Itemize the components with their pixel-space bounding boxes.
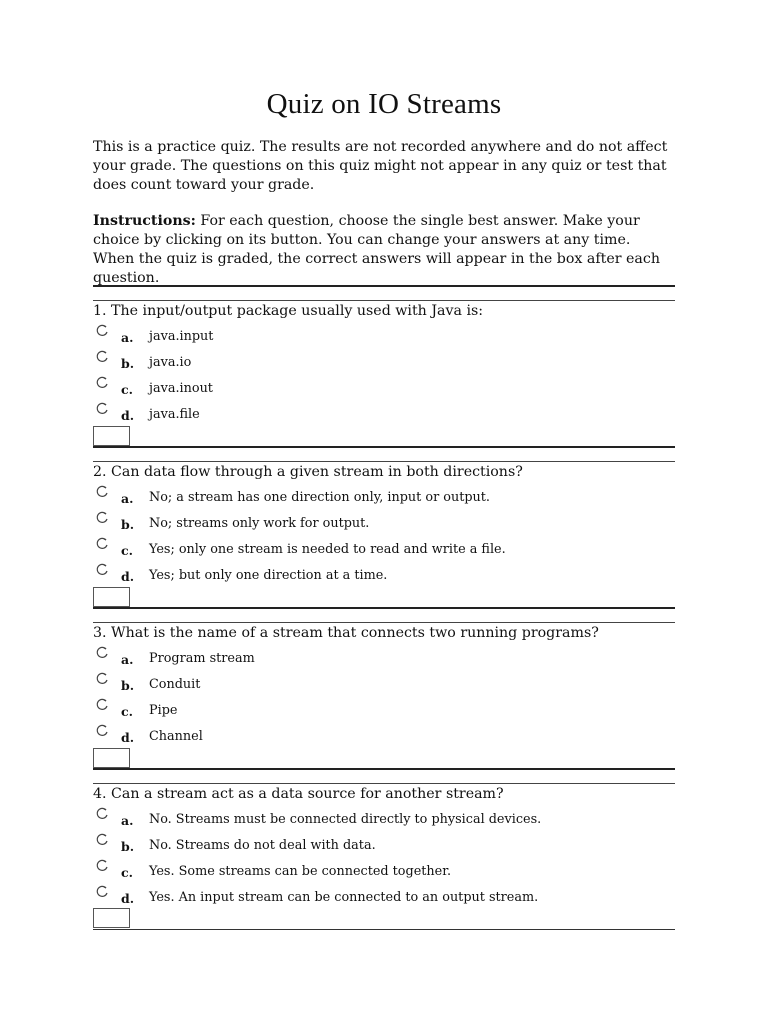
question-text: 2. Can data flow through a given stream in both directions? bbox=[93, 464, 523, 480]
option-label: java.file bbox=[149, 407, 200, 422]
option-list bbox=[93, 648, 675, 752]
option-label: Channel bbox=[149, 729, 203, 744]
option-c[interactable] bbox=[93, 378, 675, 404]
option-label: Yes. Some streams can be connected together. bbox=[149, 864, 452, 879]
option-c[interactable] bbox=[93, 539, 675, 565]
question-divider-thin bbox=[93, 783, 675, 784]
option-a[interactable] bbox=[93, 648, 675, 674]
option-d[interactable] bbox=[93, 404, 675, 430]
question-2 bbox=[93, 445, 675, 606]
option-b[interactable] bbox=[93, 835, 675, 861]
answer-box bbox=[93, 908, 130, 928]
question-divider-thick bbox=[93, 768, 675, 770]
option-letter: b. bbox=[121, 517, 135, 532]
option-letter: c. bbox=[121, 704, 133, 719]
question-divider-thin bbox=[93, 461, 675, 462]
radio-button-icon[interactable] bbox=[95, 485, 109, 499]
option-letter: d. bbox=[121, 408, 135, 423]
radio-button-icon[interactable] bbox=[95, 402, 109, 416]
option-a[interactable] bbox=[93, 326, 675, 352]
option-a[interactable] bbox=[93, 487, 675, 513]
radio-button-icon[interactable] bbox=[95, 537, 109, 551]
option-d[interactable] bbox=[93, 887, 675, 913]
option-label: Yes. An input stream can be connected to an output stream. bbox=[149, 890, 539, 905]
option-list bbox=[93, 326, 675, 430]
radio-button-icon[interactable] bbox=[95, 563, 109, 577]
radio-button-icon[interactable] bbox=[95, 807, 109, 821]
option-c[interactable] bbox=[93, 861, 675, 887]
final-divider bbox=[93, 929, 675, 930]
question-text: 4. Can a stream act as a data source for another stream? bbox=[93, 786, 504, 802]
option-d[interactable] bbox=[93, 565, 675, 591]
option-letter: a. bbox=[121, 330, 134, 345]
option-letter: a. bbox=[121, 813, 134, 828]
question-divider-thick bbox=[93, 446, 675, 448]
question-divider-thick bbox=[93, 607, 675, 609]
option-b[interactable] bbox=[93, 513, 675, 539]
option-label: No; streams only work for output. bbox=[149, 516, 370, 531]
radio-button-icon[interactable] bbox=[95, 859, 109, 873]
option-letter: a. bbox=[121, 652, 134, 667]
option-letter: b. bbox=[121, 356, 135, 371]
option-b[interactable] bbox=[93, 674, 675, 700]
option-label: Pipe bbox=[149, 703, 178, 718]
option-label: java.input bbox=[149, 329, 214, 344]
option-label: No; a stream has one direction only, input or output. bbox=[149, 490, 490, 505]
question-1 bbox=[93, 284, 675, 445]
radio-button-icon[interactable] bbox=[95, 672, 109, 686]
option-label: Conduit bbox=[149, 677, 201, 692]
option-label: Yes; but only one direction at a time. bbox=[149, 568, 388, 583]
radio-button-icon[interactable] bbox=[95, 376, 109, 390]
question-3 bbox=[93, 606, 675, 767]
radio-button-icon[interactable] bbox=[95, 511, 109, 525]
option-letter: a. bbox=[121, 491, 134, 506]
instructions-paragraph bbox=[93, 212, 675, 288]
option-label: java.io bbox=[149, 355, 192, 370]
option-d[interactable] bbox=[93, 726, 675, 752]
intro-paragraph: This is a practice quiz. The results are not recorded anywhere and do not affect your grade. The questions on this quiz might not appear in any quiz or test that does count toward your grade. bbox=[93, 139, 668, 193]
answer-box bbox=[93, 587, 130, 607]
option-a[interactable] bbox=[93, 809, 675, 835]
option-label: java.inout bbox=[149, 381, 213, 396]
radio-button-icon[interactable] bbox=[95, 646, 109, 660]
option-letter: b. bbox=[121, 839, 135, 854]
question-text: 3. What is the name of a stream that connects two running programs? bbox=[93, 625, 599, 641]
question-text: 1. The input/output package usually used with Java is: bbox=[93, 303, 484, 319]
question-4 bbox=[93, 767, 675, 928]
option-b[interactable] bbox=[93, 352, 675, 378]
option-letter: d. bbox=[121, 891, 135, 906]
option-label: No. Streams must be connected directly to physical devices. bbox=[149, 812, 542, 827]
radio-button-icon[interactable] bbox=[95, 698, 109, 712]
question-divider-thin bbox=[93, 300, 675, 301]
question-divider-thick bbox=[93, 285, 675, 287]
radio-button-icon[interactable] bbox=[95, 324, 109, 338]
option-letter: c. bbox=[121, 543, 133, 558]
instructions-text: For each question, choose the single best answer. Make your choice by clicking on its button. You can change your answers at any time. When the quiz is graded, the correct answers will appear in the box after each question. bbox=[93, 213, 660, 286]
option-list bbox=[93, 487, 675, 591]
radio-button-icon[interactable] bbox=[95, 885, 109, 899]
option-label: Yes; only one stream is needed to read and write a file. bbox=[149, 542, 506, 557]
option-letter: d. bbox=[121, 569, 135, 584]
radio-button-icon[interactable] bbox=[95, 724, 109, 738]
question-divider-thin bbox=[93, 622, 675, 623]
option-letter: c. bbox=[121, 382, 133, 397]
answer-box bbox=[93, 748, 130, 768]
option-letter: b. bbox=[121, 678, 135, 693]
option-c[interactable] bbox=[93, 700, 675, 726]
option-label: No. Streams do not deal with data. bbox=[149, 838, 376, 853]
option-letter: c. bbox=[121, 865, 133, 880]
radio-button-icon[interactable] bbox=[95, 350, 109, 364]
option-list bbox=[93, 809, 675, 913]
answer-box bbox=[93, 426, 130, 446]
instructions-lead: Instructions: bbox=[93, 213, 196, 229]
option-letter: d. bbox=[121, 730, 135, 745]
radio-button-icon[interactable] bbox=[95, 833, 109, 847]
page-title: Quiz on IO Streams bbox=[266, 88, 502, 120]
option-label: Program stream bbox=[149, 651, 255, 666]
